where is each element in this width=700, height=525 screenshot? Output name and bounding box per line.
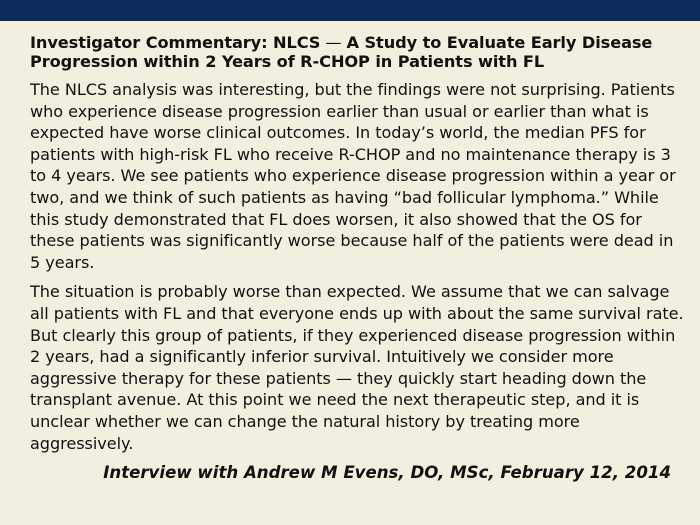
slide-title-part2: A Study to Evaluate Early Disease Progression within 2 Years of R-CHOP in Patients with FL [30, 33, 653, 71]
slide-title [30, 33, 685, 71]
slide-title-part1: Investigator Commentary: NLCS [30, 33, 321, 52]
interview-attribution: Interview with Andrew M Evens, DO, MSc, February 12, 2014 [103, 463, 671, 483]
commentary-paragraph-1: The NLCS analysis was interesting, but the findings were not surprising. Patients who experience disease progression earlier than usual or earlier than what is expected have worse clinical outcomes. In today’s world, the median PFS for patients with high-risk FL who receive R-CHOP and no maintenance therapy is 3 to 4 years. We see patients who experience disease progression within a year or two, and we think of such patients as having “bad follicular lymphoma.” While this study demonstrated that FL does worsen, it also showed that the OS for these patients was significantly worse because half of the patients were dead in 5 years. [30, 80, 676, 272]
slide-content [30, 33, 685, 484]
slide-title-dash: — [320, 33, 347, 52]
commentary-paragraph-2: The situation is probably worse than expected. We assume that we can salvage all patients with FL and that everyone ends up with about the same survival rate. But clearly this group of patients, if they experienced disease progression within 2 years, had a significantly inferior survival. Intuitively we consider more aggressive therapy for these patients — they quickly start heading down the transplant avenue. At this point we need the next therapeutic step, and it is unclear whether we can change the natural history by treating more aggressively. [30, 282, 684, 453]
top-banner-bar [0, 0, 700, 21]
